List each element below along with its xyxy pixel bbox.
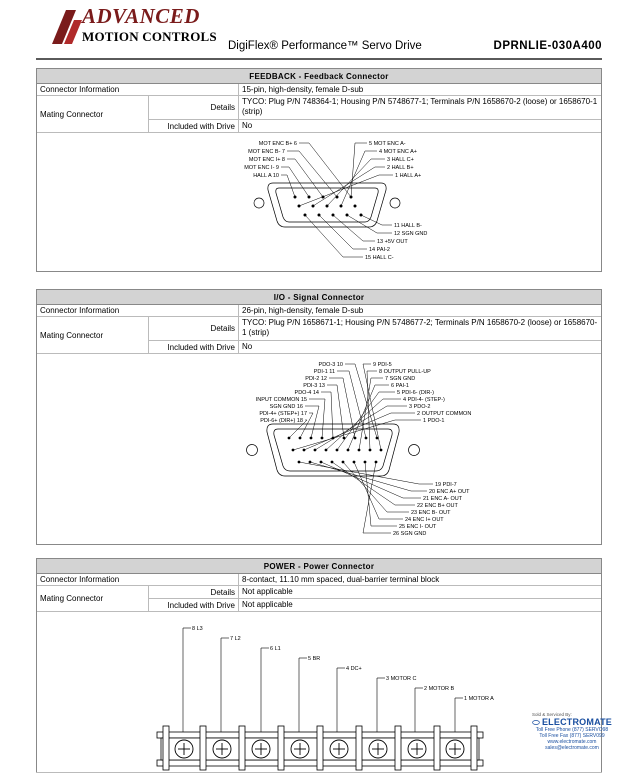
pin-label: 19 PDI-7 bbox=[435, 482, 457, 488]
company-logo bbox=[52, 4, 222, 52]
mating-connector-row bbox=[37, 586, 601, 612]
pin-label: 15 HALL C- bbox=[365, 255, 394, 261]
connector-info-row bbox=[37, 84, 601, 96]
distributor-stamp bbox=[532, 712, 612, 774]
feedback-connector-section bbox=[36, 68, 602, 272]
pin-label: MOT ENC B- 7 bbox=[248, 149, 285, 155]
feedback-pinout-diagram bbox=[37, 133, 601, 271]
pin-label: 24 ENC I+ OUT bbox=[405, 517, 444, 523]
power-terminal-diagram bbox=[37, 612, 601, 772]
footer-divider bbox=[36, 772, 602, 773]
logo-text-motion-controls: MOTION CONTROLS bbox=[82, 29, 217, 44]
pin-label: HALL A 10 bbox=[253, 173, 279, 179]
mating-connector-row bbox=[37, 96, 601, 133]
pin-label: 14 PAI-2 bbox=[369, 247, 390, 253]
pin-label: 9 PDI-5 bbox=[373, 362, 392, 368]
pin-label: 8 OUTPUT PULL-UP bbox=[379, 369, 431, 375]
connector-info-value: 8-contact, 11.10 mm spaced, dual-barrier terminal block bbox=[242, 575, 440, 584]
included-value: Not applicable bbox=[242, 600, 293, 609]
pin-label: 26 SGN GND bbox=[393, 531, 427, 537]
mating-connector-label: Mating Connector bbox=[37, 317, 149, 353]
pin-label: 5 MOT ENC A- bbox=[369, 141, 406, 147]
pin-label: 2 OUTPUT COMMON bbox=[417, 411, 472, 417]
connector-info-value: 15-pin, high-density, female D-sub bbox=[242, 85, 364, 94]
section-title: I/O - Signal Connector bbox=[37, 290, 601, 305]
distributor-tagline: Sold & Serviced By: bbox=[532, 712, 572, 717]
mating-connector-label: Mating Connector bbox=[37, 586, 149, 611]
mating-connector-row bbox=[37, 317, 601, 354]
pin-label: 13 +5V OUT bbox=[377, 239, 408, 245]
distributor-brand: ELECTROMATE bbox=[541, 717, 612, 727]
included-label: Included with Drive bbox=[149, 599, 239, 611]
distributor-web-link[interactable]: www.electromate.com bbox=[547, 739, 597, 745]
product-name: DigiFlex® Performance™ Servo Drive bbox=[228, 40, 422, 52]
pin-label: MOT ENC I+ 8 bbox=[248, 157, 285, 163]
pin-label: 3 PDO-2 bbox=[409, 404, 431, 410]
pin-label: 1 PDO-1 bbox=[423, 418, 445, 424]
details-value: Not applicable bbox=[242, 587, 293, 596]
pin-label: PDI-3 13 bbox=[303, 383, 325, 389]
model-number: DPRNLIE-030A400 bbox=[493, 40, 602, 52]
section-title: FEEDBACK - Feedback Connector bbox=[37, 69, 601, 84]
logo-mark-icon bbox=[52, 10, 82, 44]
pin-label: 12 SGN GND bbox=[394, 231, 428, 237]
distributor-phone: Toll Free Phone (877) SERVO98 bbox=[535, 727, 609, 733]
details-label: Details bbox=[149, 317, 239, 340]
power-connector-section bbox=[36, 558, 602, 773]
section-title: POWER - Power Connector bbox=[37, 559, 601, 574]
page-header bbox=[0, 0, 638, 60]
included-value: No bbox=[242, 121, 253, 130]
terminal-label: 6 L1 bbox=[270, 646, 281, 652]
pin-label: 1 HALL A+ bbox=[395, 173, 422, 179]
terminal-label: 1 MOTOR A bbox=[464, 696, 494, 702]
pin-label: 25 ENC I- OUT bbox=[399, 524, 437, 530]
details-value: TYCO: Plug P/N 1658671-1; Housing P/N 5748677-2; Terminals P/N 1658670-2 (loose) or 1658670-1 (strip) bbox=[242, 318, 598, 337]
included-label: Included with Drive bbox=[149, 120, 239, 132]
pin-label: PDI-1 11 bbox=[313, 369, 335, 375]
distributor-email-link[interactable]: sales@electromate.com bbox=[545, 745, 599, 751]
logo-text-advanced: ADVANCED bbox=[82, 4, 200, 28]
header-divider bbox=[36, 58, 602, 60]
pin-label: MOT ENC B+ 6 bbox=[258, 141, 297, 147]
pin-label: 11 HALL B- bbox=[394, 223, 422, 229]
included-value: No bbox=[242, 342, 253, 351]
db15-connector-drawing bbox=[37, 133, 601, 271]
details-value: TYCO: Plug P/N 748364-1; Housing P/N 5748677-1; Terminals P/N 1658670-2 (loose) or 1658670-1 (strip) bbox=[242, 97, 598, 116]
pin-label: MOT ENC I- 9 bbox=[244, 165, 279, 171]
pin-label: 22 ENC B+ OUT bbox=[417, 503, 458, 509]
pin-label: 7 SGN GND bbox=[385, 376, 416, 382]
pin-label: INPUT COMMON 15 bbox=[255, 397, 307, 403]
pin-label: 3 HALL C+ bbox=[387, 157, 414, 163]
terminal-label: 3 MOTOR C bbox=[386, 676, 417, 682]
pin-label: 4 MOT ENC A+ bbox=[379, 149, 417, 155]
pin-label: PDO-3 10 bbox=[318, 362, 343, 368]
terminal-block-drawing bbox=[37, 612, 601, 772]
electromate-logo-icon bbox=[532, 718, 540, 727]
connector-info-label: Connector Information bbox=[37, 305, 239, 316]
pin-label: PDI-2 12 bbox=[305, 376, 327, 382]
pin-label: 5 PDI-6- (DIR-) bbox=[397, 390, 434, 396]
pin-label: PDI-4+ (STEP+) 17 bbox=[259, 411, 307, 417]
pin-label: 20 ENC A+ OUT bbox=[429, 489, 470, 495]
distributor-fax: Toll Free Fax (877) SERV099 bbox=[539, 733, 605, 739]
connector-info-label: Connector Information bbox=[37, 574, 239, 585]
details-label: Details bbox=[149, 96, 239, 119]
pin-label: 6 PAI-1 bbox=[391, 383, 409, 389]
pin-label: 23 ENC B- OUT bbox=[411, 510, 451, 516]
connector-info-label: Connector Information bbox=[37, 84, 239, 95]
pin-label: 4 PDI-4- (STEP-) bbox=[403, 397, 445, 403]
terminal-label: 7 L2 bbox=[230, 636, 241, 642]
mating-connector-label: Mating Connector bbox=[37, 96, 149, 132]
connector-info-row bbox=[37, 574, 601, 586]
io-pinout-diagram bbox=[37, 354, 601, 544]
pin-label: PDI-6+ (DIR+) 18 bbox=[260, 418, 303, 424]
db26-connector-drawing bbox=[37, 354, 601, 544]
terminal-label: 4 DC+ bbox=[346, 666, 362, 672]
connector-info-row bbox=[37, 305, 601, 317]
pin-label: 2 HALL B+ bbox=[387, 165, 414, 171]
io-signal-connector-section bbox=[36, 289, 602, 545]
pin-label: SGN GND 16 bbox=[269, 404, 303, 410]
connector-info-value: 26-pin, high-density, female D-sub bbox=[242, 306, 364, 315]
details-label: Details bbox=[149, 586, 239, 598]
pin-label: PDO-4 14 bbox=[294, 390, 319, 396]
terminal-label: 2 MOTOR B bbox=[424, 686, 455, 692]
pin-label: 21 ENC A- OUT bbox=[423, 496, 463, 502]
included-label: Included with Drive bbox=[149, 341, 239, 353]
terminal-label: 5 BR bbox=[308, 656, 321, 662]
terminal-label: 8 L3 bbox=[192, 626, 203, 632]
